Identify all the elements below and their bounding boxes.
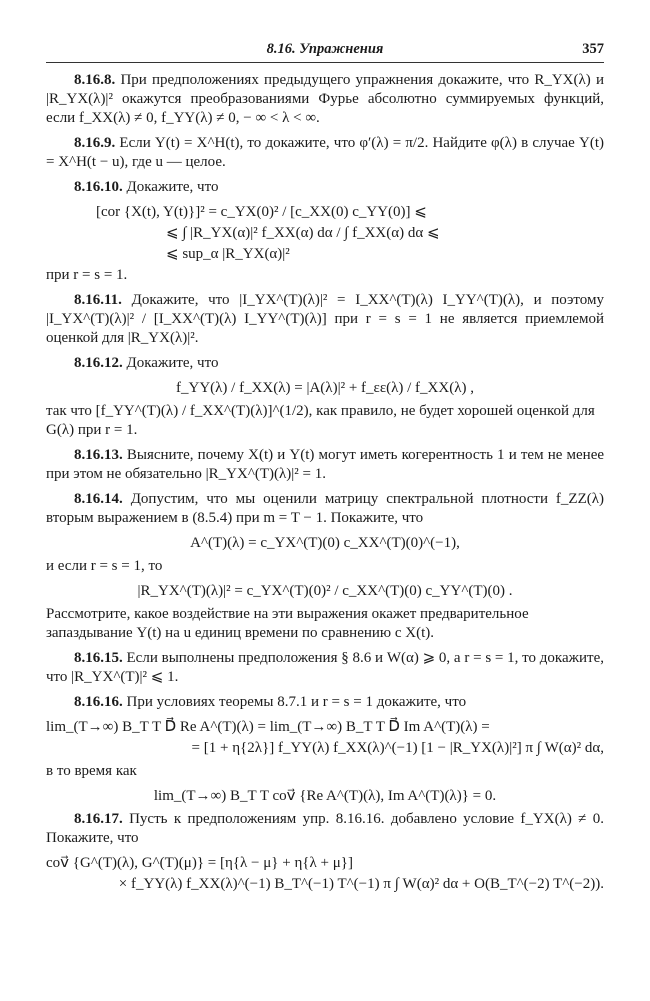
problem-text: Докажите, что <box>126 179 219 195</box>
formula-line: ⩽ sup_α |R_YX(α)|² <box>166 246 290 262</box>
problem-number: 8.16.16. <box>74 694 123 710</box>
problem-number: 8.16.8. <box>74 72 116 88</box>
formula-line: A^(T)(λ) = c_YX^(T)(0) c_XX^(T)(0)^(−1), <box>190 535 460 551</box>
formula-line: lim_(T→∞) B_T T D⃗ Re A^(T)(λ) = lim_(T→∞) B_T T D⃗ Im A^(T)(λ) = <box>46 719 490 735</box>
problem-8-16-8 <box>46 71 604 128</box>
problem-number: 8.16.9. <box>74 135 116 151</box>
formula-line: f_YY(λ) / f_XX(λ) = |A(λ)|² + f_εε(λ) / f_XX(λ) , <box>176 380 474 396</box>
problem-text: Выясните, почему X(t) и Y(t) могут иметь когерентность 1 и тем не менее при этом не обязательно |R_YX^(T)(λ)|² = 1. <box>46 447 605 482</box>
formula-line: [cor {X(t), Y(t)}]² = c_YX(0)² / [c_XX(0) c_YY(0)] ⩽ <box>96 204 427 220</box>
problem-8-16-14 <box>46 490 604 528</box>
problem-number: 8.16.14. <box>74 491 123 507</box>
problem-number: 8.16.10. <box>74 179 123 195</box>
problem-text: Пусть к предположениям упр. 8.16.16. добавлено условие f_YX(λ) ≠ 0. Покажите, что <box>46 811 604 846</box>
problem-8-16-15 <box>46 649 604 687</box>
problem-text: Докажите, что <box>126 355 219 371</box>
page-number: 357 <box>582 41 604 57</box>
problem-8-16-13 <box>46 446 604 484</box>
problem-8-16-16 <box>46 693 604 712</box>
formula-line: lim_(T→∞) B_T T cov⃗ {Re A^(T)(λ), Im A^(T)(λ)} = 0. <box>153 788 497 804</box>
problem-continuation: так что [f_YY^(T)(λ) / f_XX^(T)(λ)]^(1/2), как правило, не будет хорошей оценкой для G(λ) при r = 1. <box>46 403 595 438</box>
problem-text: Докажите, что |I_YX^(T)(λ)|² = I_XX^(T)(λ) I_YY^(T)(λ), и поэтому |I_YX^(T)(λ)|² / [I_XX^(T)(λ) I_YY^(T)(λ)] при r = s = 1 не является приемлемой оценкой для |R_YX(λ)|². <box>46 292 604 346</box>
problem-8-16-11 <box>46 291 604 348</box>
formula-line: = [1 + η{2λ}] f_YY(λ) f_XX(λ)^(−1) [1 − |R_YX(λ)|²] π ∫ W(α)² dα, <box>191 740 604 756</box>
problem-number: 8.16.17. <box>74 811 123 827</box>
problem-number: 8.16.12. <box>74 355 123 371</box>
problem-continuation: при r = s = 1. <box>46 267 128 283</box>
problem-text: Допустим, что мы оценили матрицу спектральной плотности f_ZZ(λ) вторым выражением в (8.5.4) при m = T − 1. Покажите, что <box>46 491 605 526</box>
problem-8-16-10 <box>46 178 604 197</box>
problem-number: 8.16.15. <box>74 650 123 666</box>
problem-8-16-9 <box>46 134 604 172</box>
problem-continuation: в то время как <box>46 763 137 779</box>
problem-continuation: Рассмотрите, какое воздействие на эти выражения окажет предварительное запаздывание Y(t) на u единиц времени по сравнению с X(t). <box>46 606 529 641</box>
running-header <box>46 40 604 63</box>
problem-text: Если Y(t) = X^H(t), то докажите, что φ′(λ) = π/2. Найдите φ(λ) в случае Y(t) = X^H(t − u), где u — целое. <box>46 135 604 170</box>
formula-line: ⩽ ∫ |R_YX(α)|² f_XX(α) dα / ∫ f_XX(α) dα ⩽ <box>166 225 440 241</box>
problem-8-16-17 <box>46 810 604 848</box>
section-title: 8.16. Упражнения <box>266 41 384 57</box>
problem-text: Если выполнены предположения § 8.6 и W(α) ⩾ 0, а r = s = 1, то докажите, что |R_YX^(T)|² ⩽ 1. <box>46 650 604 685</box>
problem-number: 8.16.13. <box>74 447 123 463</box>
problem-continuation: и если r = s = 1, то <box>46 558 163 574</box>
problem-text: При условиях теоремы 8.7.1 и r = s = 1 докажите, что <box>126 694 467 710</box>
problem-8-16-12 <box>46 354 604 373</box>
problem-number: 8.16.11. <box>74 292 122 308</box>
formula-line: cov⃗ {G^(T)(λ), G^(T)(μ)} = [η{λ − μ} + η{λ + μ}] <box>46 855 353 871</box>
formula-line: × f_YY(λ) f_XX(λ)^(−1) B_T^(−1) T^(−1) π ∫ W(α)² dα + O(B_T^(−2) T^(−2)). <box>118 876 604 892</box>
problem-text: При предположениях предыдущего упражнения докажите, что R_YX(λ) и |R_YX(λ)|² окажутся преобразованиями Фурье абсолютно суммируемых функций, если f_XX(λ) ≠ 0, f_YY(λ) ≠ 0, − ∞ < λ < ∞. <box>46 72 604 126</box>
formula-line: |R_YX^(T)(λ)|² = c_YX^(T)(0)² / c_XX^(T)(0) c_YY^(T)(0) . <box>137 583 513 599</box>
